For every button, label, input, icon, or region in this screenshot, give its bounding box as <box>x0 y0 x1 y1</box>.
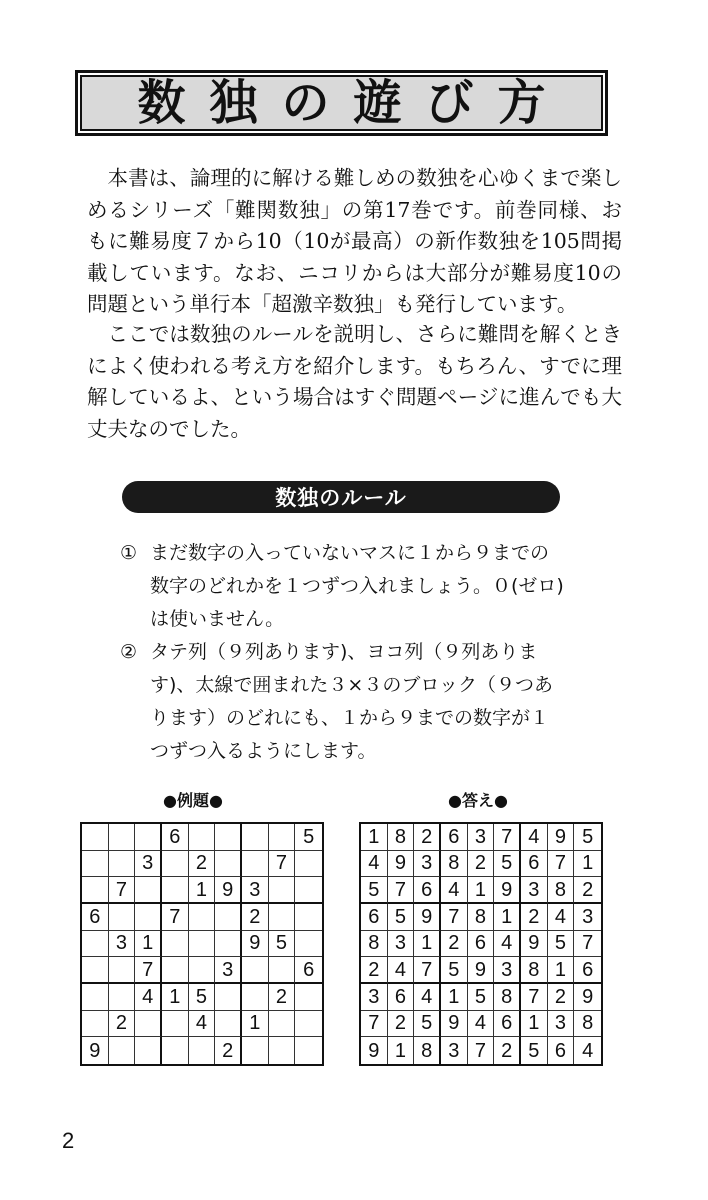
sudoku-cell: 9 <box>521 931 548 958</box>
sudoku-cell: 1 <box>242 1011 269 1038</box>
sudoku-cell: 3 <box>494 957 521 984</box>
rule-item-1 <box>120 537 565 636</box>
sudoku-cell <box>109 1037 136 1064</box>
sudoku-cell <box>162 877 189 904</box>
sudoku-cell <box>109 904 136 931</box>
sudoku-cell <box>82 851 109 878</box>
sudoku-cell: 2 <box>574 877 601 904</box>
sudoku-cell <box>189 824 216 851</box>
sudoku-cell: 6 <box>388 984 415 1011</box>
sudoku-cell: 9 <box>441 1011 468 1038</box>
sudoku-cell: 3 <box>215 957 242 984</box>
sudoku-cell: 6 <box>494 1011 521 1038</box>
sudoku-cell <box>215 904 242 931</box>
sudoku-cell: 9 <box>361 1037 388 1064</box>
sudoku-cell: 3 <box>548 1011 575 1038</box>
sudoku-cell: 3 <box>468 824 495 851</box>
sudoku-cell: 5 <box>548 931 575 958</box>
intro-paragraph-2: ここでは数独のルールを説明し、さらに難問を解くときによく使われる考え方を紹介します。もちろん、すでに理解しているよ、という場合はすぐ問題ページに進んでも大丈夫なのでした。 <box>87 322 622 441</box>
sudoku-cell <box>295 1037 322 1064</box>
sudoku-cell: 8 <box>521 957 548 984</box>
sudoku-cell: 5 <box>361 877 388 904</box>
sudoku-cell <box>162 1037 189 1064</box>
sudoku-cell: 1 <box>414 931 441 958</box>
sudoku-cell: 7 <box>548 851 575 878</box>
sudoku-cell: 6 <box>82 904 109 931</box>
sudoku-cell: 8 <box>548 877 575 904</box>
sudoku-cell: 7 <box>388 877 415 904</box>
sudoku-cell <box>162 931 189 958</box>
sudoku-cell <box>242 957 269 984</box>
sudoku-cell: 6 <box>295 957 322 984</box>
sudoku-cell: 3 <box>441 1037 468 1064</box>
sudoku-cell: 3 <box>242 877 269 904</box>
sudoku-cell: 8 <box>574 1011 601 1038</box>
sudoku-cell: 9 <box>548 824 575 851</box>
sudoku-cell: 5 <box>189 984 216 1011</box>
sudoku-cell: 1 <box>548 957 575 984</box>
sudoku-cell <box>295 851 322 878</box>
sudoku-cell: 2 <box>189 851 216 878</box>
sudoku-cell: 9 <box>82 1037 109 1064</box>
sudoku-cell: 2 <box>109 1011 136 1038</box>
sudoku-cell: 4 <box>548 904 575 931</box>
sudoku-cell: 7 <box>135 957 162 984</box>
example-sudoku-grid <box>80 822 324 1066</box>
sudoku-cell: 3 <box>109 931 136 958</box>
sudoku-cell <box>215 851 242 878</box>
sudoku-cell: 8 <box>414 1037 441 1064</box>
sudoku-cell: 4 <box>414 984 441 1011</box>
sudoku-cell: 9 <box>494 877 521 904</box>
sudoku-cell: 3 <box>414 851 441 878</box>
rule-item-2 <box>120 636 565 768</box>
sudoku-cell <box>82 931 109 958</box>
sudoku-cell <box>269 877 296 904</box>
intro-paragraph-1: 本書は、論理的に解ける難しめの数独を心ゆくまで楽しめるシリーズ「難関数独」の第17巻です。前巻同様、おもに難易度７から10（10が最高）の新作数独を105問掲載しています。なお、ニコリからは大部分が難易度10の問題という単行本「超激辛数独」も発行しています。 <box>87 166 622 316</box>
sudoku-cell <box>215 931 242 958</box>
sudoku-cell: 1 <box>189 877 216 904</box>
rule-number: ② <box>120 641 138 663</box>
sudoku-cell <box>109 824 136 851</box>
sudoku-cell: 4 <box>135 984 162 1011</box>
sudoku-cell: 5 <box>414 1011 441 1038</box>
sudoku-cell: 2 <box>548 984 575 1011</box>
sudoku-cell: 3 <box>388 931 415 958</box>
rule-text: タテ列（９列あります)、ヨコ列（９列あります)、太線で囲まれた３×３のブロック（９つあります）のどれにも、１から９までの数字が１つずつ入るようにします。 <box>150 641 553 762</box>
sudoku-cell: 6 <box>162 824 189 851</box>
sudoku-cell <box>269 904 296 931</box>
sudoku-cell: 7 <box>574 931 601 958</box>
sudoku-cell: 9 <box>468 957 495 984</box>
sudoku-cell: 6 <box>468 931 495 958</box>
sudoku-cell: 2 <box>494 1037 521 1064</box>
sudoku-cell: 2 <box>468 851 495 878</box>
sudoku-cell <box>135 1037 162 1064</box>
example-label: ●例題● <box>163 791 223 810</box>
sudoku-cell <box>269 957 296 984</box>
sudoku-cell: 5 <box>269 931 296 958</box>
sudoku-cell: 1 <box>521 1011 548 1038</box>
sudoku-cell: 4 <box>521 824 548 851</box>
rule-text: まだ数字の入っていないマスに１から９までの数字のどれかを１つずつ入れましょう。０(ゼロ)は使いません。 <box>150 542 564 630</box>
answer-sudoku-grid <box>359 822 603 1066</box>
sudoku-cell: 4 <box>189 1011 216 1038</box>
sudoku-cell: 2 <box>414 824 441 851</box>
sudoku-cell: 8 <box>361 931 388 958</box>
sudoku-cell <box>295 904 322 931</box>
sudoku-cell <box>269 1011 296 1038</box>
sudoku-cell <box>109 957 136 984</box>
sudoku-cell: 5 <box>574 824 601 851</box>
sudoku-cell <box>162 1011 189 1038</box>
sudoku-cell: 1 <box>162 984 189 1011</box>
sudoku-cell <box>215 1011 242 1038</box>
sudoku-cell: 1 <box>494 904 521 931</box>
sudoku-cell: 5 <box>441 957 468 984</box>
sudoku-cell: 9 <box>388 851 415 878</box>
sudoku-cell: 2 <box>215 1037 242 1064</box>
sudoku-cell <box>242 851 269 878</box>
sudoku-cell: 3 <box>574 904 601 931</box>
sudoku-cell: 7 <box>162 904 189 931</box>
rules-title: 数独のルール <box>275 486 407 510</box>
sudoku-cell <box>162 957 189 984</box>
sudoku-cell <box>242 824 269 851</box>
sudoku-cell: 6 <box>521 851 548 878</box>
sudoku-cell <box>135 1011 162 1038</box>
sudoku-cell <box>82 984 109 1011</box>
sudoku-cell: 1 <box>468 877 495 904</box>
rule-number: ① <box>120 542 138 564</box>
sudoku-cell: 6 <box>414 877 441 904</box>
sudoku-cell <box>242 1037 269 1064</box>
sudoku-cell: 7 <box>468 1037 495 1064</box>
sudoku-cell <box>215 984 242 1011</box>
sudoku-cell <box>109 851 136 878</box>
sudoku-cell: 1 <box>135 931 162 958</box>
sudoku-cell: 4 <box>361 851 388 878</box>
sudoku-cell <box>242 984 269 1011</box>
sudoku-cell: 4 <box>494 931 521 958</box>
sudoku-cell: 8 <box>494 984 521 1011</box>
sudoku-cell: 5 <box>295 824 322 851</box>
sudoku-cell <box>189 1037 216 1064</box>
sudoku-cell <box>135 904 162 931</box>
sudoku-cell: 2 <box>269 984 296 1011</box>
sudoku-cell: 9 <box>414 904 441 931</box>
sudoku-cell: 5 <box>388 904 415 931</box>
sudoku-cell <box>82 957 109 984</box>
sudoku-cell: 7 <box>521 984 548 1011</box>
sudoku-cell <box>295 984 322 1011</box>
sudoku-cell: 3 <box>521 877 548 904</box>
sudoku-cell: 5 <box>521 1037 548 1064</box>
sudoku-cell: 6 <box>548 1037 575 1064</box>
sudoku-cell <box>269 824 296 851</box>
sudoku-cell: 4 <box>582 1039 594 1062</box>
sudoku-cell <box>189 904 216 931</box>
page-title: 数独の遊び方 <box>137 75 570 131</box>
sudoku-cell: 6 <box>441 824 468 851</box>
sudoku-cell <box>109 984 136 1011</box>
sudoku-cell: 2 <box>388 1011 415 1038</box>
sudoku-cell: 1 <box>388 1037 415 1064</box>
sudoku-cell <box>269 1037 296 1064</box>
page-title-box <box>75 70 608 136</box>
sudoku-cell <box>215 824 242 851</box>
sudoku-cell: 6 <box>361 904 388 931</box>
sudoku-cell <box>162 851 189 878</box>
sudoku-cell: 4 <box>388 957 415 984</box>
sudoku-cell: 4 <box>468 1011 495 1038</box>
sudoku-cell: 3 <box>361 984 388 1011</box>
sudoku-cell: 7 <box>414 957 441 984</box>
sudoku-cell: 7 <box>269 851 296 878</box>
sudoku-cell: 2 <box>242 904 269 931</box>
sudoku-cell: 1 <box>441 984 468 1011</box>
sudoku-cell: 8 <box>388 824 415 851</box>
sudoku-cell: 8 <box>468 904 495 931</box>
sudoku-cell: 3 <box>135 851 162 878</box>
sudoku-cell: 2 <box>441 931 468 958</box>
sudoku-cell <box>135 877 162 904</box>
sudoku-cell: 1 <box>574 851 601 878</box>
sudoku-cell: 5 <box>468 984 495 1011</box>
sudoku-cell: 9 <box>242 931 269 958</box>
sudoku-cell: 9 <box>574 984 601 1011</box>
sudoku-cell: 2 <box>361 957 388 984</box>
sudoku-cell: 5 <box>494 851 521 878</box>
sudoku-cell <box>295 877 322 904</box>
sudoku-cell <box>135 824 162 851</box>
sudoku-cell <box>82 824 109 851</box>
sudoku-cell <box>295 1011 322 1038</box>
sudoku-cell: 2 <box>521 904 548 931</box>
sudoku-cell: 1 <box>361 824 388 851</box>
page-number: 2 <box>62 1128 75 1153</box>
sudoku-cell <box>189 957 216 984</box>
sudoku-cell: 7 <box>494 824 521 851</box>
answer-label: ●答え● <box>448 791 508 810</box>
sudoku-cell: 4 <box>441 877 468 904</box>
sudoku-cell: 7 <box>361 1011 388 1038</box>
sudoku-cell: 6 <box>574 957 601 984</box>
rules-banner <box>122 481 560 513</box>
sudoku-cell <box>295 931 322 958</box>
sudoku-cell <box>82 877 109 904</box>
sudoku-cell: 8 <box>441 851 468 878</box>
sudoku-cell <box>189 931 216 958</box>
sudoku-cell: 7 <box>109 877 136 904</box>
sudoku-cell <box>82 1011 109 1038</box>
sudoku-cell: 7 <box>441 904 468 931</box>
sudoku-cell: 9 <box>215 877 242 904</box>
